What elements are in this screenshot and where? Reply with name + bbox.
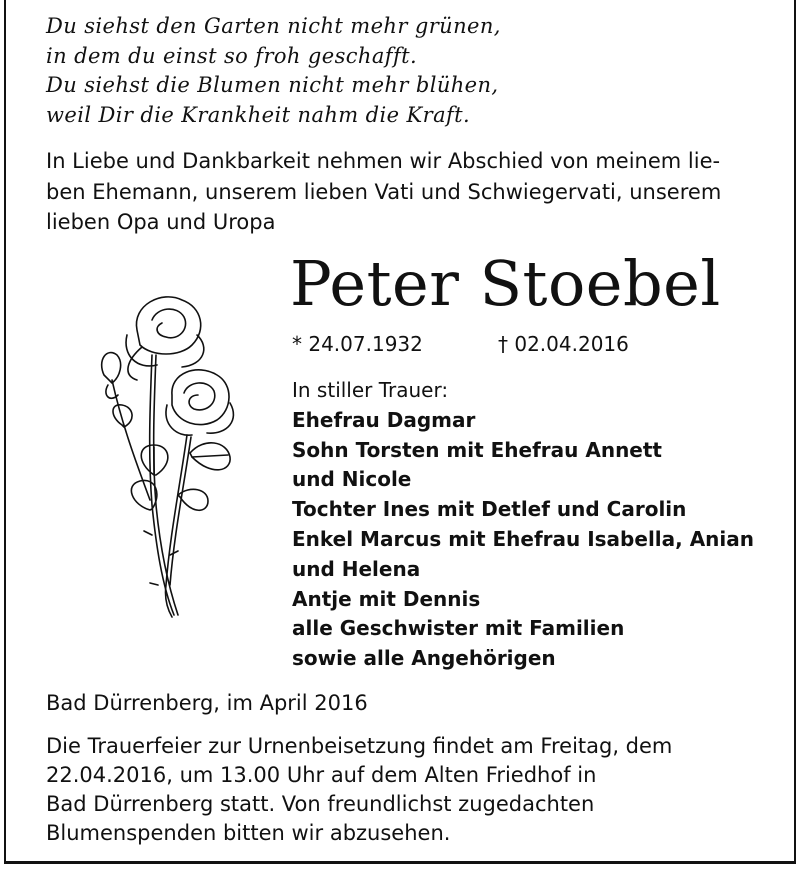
intro-line: lieben Opa und Uropa [46, 210, 276, 234]
funeral-info [46, 732, 766, 848]
funeral-line: Bad Dürrenberg statt. Von freundlichst zugedachten [46, 792, 595, 816]
poem-line: in dem du einst so froh geschafft. [46, 43, 418, 68]
death-date: † 02.04.2016 [498, 332, 629, 356]
mourner-line: Enkel Marcus mit Ehefrau Isabella, Anian [292, 526, 755, 551]
mourner-line: sowie alle Angehörigen [292, 646, 556, 671]
intro-line: In Liebe und Dankbarkeit nehmen wir Abschied von meinem lie- [46, 149, 721, 173]
funeral-line: Blumenspenden bitten wir abzusehen. [46, 821, 451, 845]
funeral-line: 22.04.2016, um 13.00 Uhr auf dem Alten Friedhof in [46, 763, 597, 787]
mourner-line: und Helena [292, 556, 421, 581]
poem-line: Du siehst den Garten nicht mehr grünen, [46, 14, 501, 38]
place-and-date: Bad Dürrenberg, im April 2016 [46, 691, 368, 715]
intro-line: ben Ehemann, unserem lieben Vati und Schwiegervati, unserem [46, 179, 722, 204]
mourner-line: Ehefrau Dagmar [292, 407, 476, 432]
life-dates [292, 330, 629, 358]
intro-text [46, 146, 766, 238]
mourner-line: und Nicole [292, 467, 412, 492]
birth-date: * 24.07.1932 [292, 332, 423, 356]
mourner-line: Tochter Ines mit Detlef und Carolin [292, 497, 687, 522]
deceased-name: Peter Stoebel [290, 247, 721, 320]
mourner-line: alle Geschwister mit Familien [292, 616, 625, 641]
funeral-line: Die Trauerfeier zur Urnenbeisetzung findet am Freitag, dem [46, 734, 673, 758]
mourner-line: Sohn Torsten mit Ehefrau Annett [292, 437, 662, 462]
poem [46, 12, 766, 130]
rose-illustration-icon [82, 285, 252, 625]
poem-line: weil Dir die Krankheit nahm die Kraft. [46, 102, 471, 127]
mourners-list [292, 376, 782, 674]
poem-line: Du siehst die Blumen nicht mehr blühen, [46, 73, 499, 97]
mourner-line: Antje mit Dennis [292, 586, 481, 611]
mourners-heading: In stiller Trauer: [292, 378, 449, 402]
